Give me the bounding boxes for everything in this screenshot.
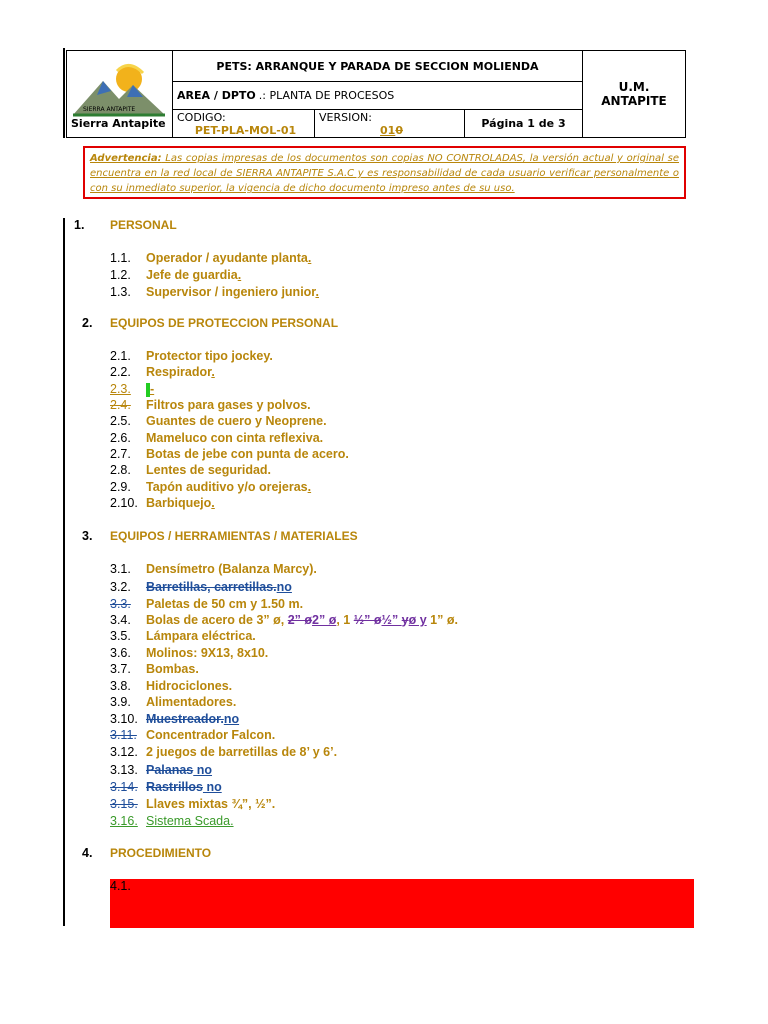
- version-value: 01: [380, 124, 396, 137]
- list-item: Respirador.: [146, 365, 215, 379]
- page-count: Página 1 de 3: [465, 110, 583, 137]
- list-number: 2.4.: [110, 398, 131, 412]
- list-number: 3.6.: [110, 646, 131, 660]
- list-number: 2.5.: [110, 414, 131, 428]
- section-3-title: EQUIPOS / HERRAMIENTAS / MATERIALES: [110, 529, 358, 543]
- list-item: Supervisor / ingeniero junior.: [146, 285, 319, 299]
- document-title: PETS: ARRANQUE Y PARADA DE SECCION MOLIENDA: [173, 51, 583, 82]
- document-header: [66, 50, 686, 138]
- warning-box: [83, 146, 686, 199]
- codigo-cell: [173, 110, 315, 137]
- list-number: 3.7.: [110, 662, 131, 676]
- codigo-value: PET-PLA-MOL-01: [194, 124, 297, 137]
- section-2-title: EQUIPOS DE PROTECCION PERSONAL: [110, 316, 339, 330]
- version-deleted: 0: [395, 124, 403, 137]
- list-item: Molinos: 9X13, 8x10.: [146, 646, 269, 660]
- list-number: 3.4.: [110, 613, 131, 627]
- list-number: 3.3.: [110, 597, 131, 611]
- list-item: Palanas no: [146, 763, 213, 777]
- list-item: Concentrador Falcon.: [146, 728, 276, 742]
- list-item: Bolas de acero de 3” ø, 2” ø2” ø, 1 ½” ø½” yø y 1” ø.: [146, 613, 458, 627]
- list-item: Paletas de 50 cm y 1.50 m.: [146, 597, 304, 611]
- list-number: 2.8.: [110, 463, 131, 477]
- unit-line-1: U.M.: [618, 80, 650, 94]
- version-cell: [315, 110, 465, 137]
- list-number: 3.12.: [110, 745, 138, 759]
- area-value: .: PLANTA DE PROCESOS: [258, 89, 395, 102]
- revision-bar-top: [63, 48, 65, 138]
- logo-caption: Sierra Antapite: [71, 117, 166, 130]
- list-number: 2.10.: [110, 496, 138, 510]
- list-item: 2 juegos de barretillas de 8’ y 6’.: [146, 745, 338, 759]
- list-item: Tapón auditivo y/o orejeras.: [146, 480, 312, 494]
- revision-bar-body: [63, 218, 65, 926]
- section-3-number: 3.: [82, 529, 93, 543]
- list-number: 2.1.: [110, 349, 131, 363]
- warning-label: Advertencia:: [90, 153, 162, 164]
- list-item: Lentes de seguridad.: [146, 463, 272, 477]
- unit-line-2: ANTAPITE: [601, 94, 667, 108]
- highlighted-paragraph: [110, 879, 694, 928]
- list-item: Mameluco con cinta reflexiva.: [146, 431, 324, 445]
- list-number: 3.14.: [110, 780, 138, 794]
- list-number: 2.6.: [110, 431, 131, 445]
- section-2-number: 2.: [82, 316, 93, 330]
- company-unit: [583, 51, 685, 137]
- list-item: Filtros para gases y polvos.: [146, 398, 311, 412]
- version-label: VERSION:: [319, 111, 372, 124]
- list-number: 2.7.: [110, 447, 131, 461]
- area-label: AREA / DPTO: [177, 89, 256, 102]
- list-item: Alimentadores.: [146, 695, 237, 709]
- list-item: Muestreador.no: [146, 712, 240, 726]
- codigo-label: CODIGO:: [177, 111, 226, 124]
- company-logo: [67, 51, 173, 137]
- list-number: 3.9.: [110, 695, 131, 709]
- section-1-number: 1.: [74, 218, 85, 232]
- list-item: Sistema Scada.: [146, 814, 234, 828]
- list-number: 3.13.: [110, 763, 138, 777]
- list-item: Bombas.: [146, 662, 199, 676]
- list-number: 3.5.: [110, 629, 131, 643]
- mountain-logo-icon: [67, 51, 171, 121]
- list-number: 2.2.: [110, 365, 131, 379]
- list-number: 1.2.: [110, 268, 131, 282]
- list-item: Rastrillos no: [146, 780, 222, 794]
- list-number: 4.1.: [110, 879, 131, 893]
- list-item: Guantes de cuero y Neoprene.: [146, 414, 327, 428]
- list-item: Barretillas, carretillas.no: [146, 580, 292, 594]
- list-number: 3.8.: [110, 679, 131, 693]
- list-item: Llaves mixtas ¾”, ½”.: [146, 797, 276, 811]
- list-item: Lámpara eléctrica.: [146, 629, 256, 643]
- list-item: Operador / ayudante planta.: [146, 251, 312, 265]
- section-4-title: PROCEDIMIENTO: [110, 846, 212, 860]
- area-row: [173, 82, 583, 110]
- list-item: Barbiquejo.: [146, 496, 215, 510]
- list-number: 2.9.: [110, 480, 131, 494]
- section-4-number: 4.: [82, 846, 93, 860]
- list-number: 3.15.: [110, 797, 138, 811]
- list-item: Protector tipo jockey.: [146, 349, 273, 363]
- list-item: Jefe de guardia.: [146, 268, 242, 282]
- section-1-title: PERSONAL: [110, 218, 177, 232]
- list-item: Botas de jebe con punta de acero.: [146, 447, 349, 461]
- list-item: Densímetro (Balanza Marcy).: [146, 562, 317, 576]
- list-item: Hidrociclones.: [146, 679, 233, 693]
- list-item-empty: -: [146, 382, 154, 397]
- list-number: 1.3.: [110, 285, 131, 299]
- logo-arc-text: SIERRA ANTAPITE: [83, 106, 136, 113]
- list-number: 3.16.: [110, 814, 138, 828]
- list-number: 3.1.: [110, 562, 131, 576]
- warning-text: Las copias impresas de los documentos son copias NO CONTROLADAS, la versión actual y original se encuentra en la red local de SIERRA ANTAPITE S.A.C y es responsabilidad de cada usuario verificar personalmente o con su inmediato superior, la vigencia de dicho documento impreso antes de su uso.: [90, 153, 679, 194]
- list-number: 1.1.: [110, 251, 131, 265]
- list-number: 3.10.: [110, 712, 138, 726]
- list-number: 2.3.: [110, 382, 131, 396]
- list-number: 3.2.: [110, 580, 131, 594]
- list-number: 3.11.: [110, 728, 137, 742]
